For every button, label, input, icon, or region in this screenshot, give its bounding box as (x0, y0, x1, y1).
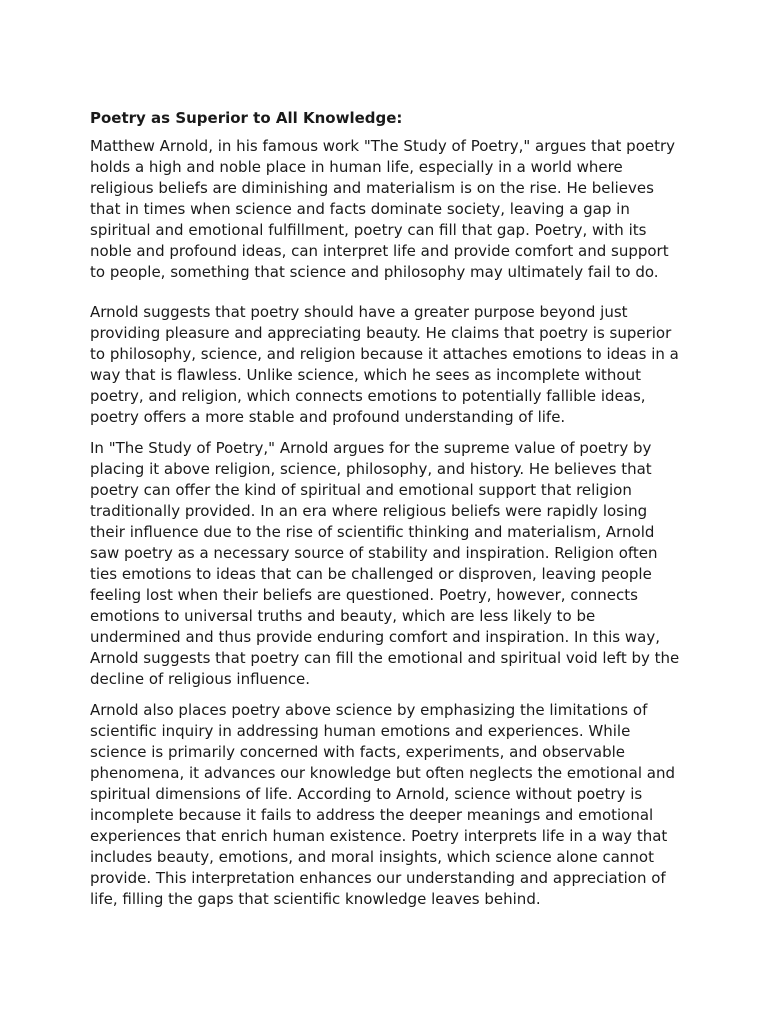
paragraph-4: Arnold also places poetry above science by emphasizing the limitations of scientific inquiry in addressing human emotions and experiences. While science is primarily concerned with facts, experiments, and observable phenomena, it advances our knowledge but often neglects the emotional and spiritual dimensions of life. According to Arnold, science without poetry is incomplete because it fails to address the deeper meanings and emotional experiences that enrich human existence. Poetry interprets life in a way that includes beauty, emotions, and moral insights, which science alone cannot provide. This interpretation enhances our understanding and appreciation of life, filling the gaps that scientific knowledge leaves behind. (90, 701, 675, 908)
document-page (90, 108, 680, 910)
paragraph-3: In "The Study of Poetry," Arnold argues for the supreme value of poetry by placing it above religion, science, philosophy, and history. He believes that poetry can offer the kind of spiritual and emotional support that religion traditionally provided. In an era where religious beliefs were rapidly losing their influence due to the rise of scientific thinking and materialism, Arnold saw poetry as a necessary source of stability and inspiration. Religion often ties emotions to ideas that can be challenged or disproven, leaving people feeling lost when their beliefs are questioned. Poetry, however, connects emotions to universal truths and beauty, which are less likely to be undermined and thus provide enduring comfort and inspiration. In this way, Arnold suggests that poetry can fill the emotional and spiritual void left by the decline of religious influence. (90, 439, 680, 688)
paragraph-2: Arnold suggests that poetry should have a greater purpose beyond just providing pleasure and appreciating beauty. He claims that poetry is superior to philosophy, science, and religion because it attaches emotions to ideas in a way that is flawless. Unlike science, which he sees as incomplete without poetry, and religion, which connects emotions to potentially fallible ideas, poetry offers a more stable and profound understanding of life. (90, 303, 679, 426)
document-heading: Poetry as Superior to All Knowledge: (90, 109, 403, 127)
paragraph-1: Matthew Arnold, in his famous work "The Study of Poetry," argues that poetry holds a high and noble place in human life, especially in a world where religious beliefs are diminishing and materialism is on the rise. He believes that in times when science and facts dominate society, leaving a gap in spiritual and emotional fulfillment, poetry can fill that gap. Poetry, with its noble and profound ideas, can interpret life and provide comfort and support to people, something that science and philosophy may ultimately fail to do. (90, 137, 676, 281)
